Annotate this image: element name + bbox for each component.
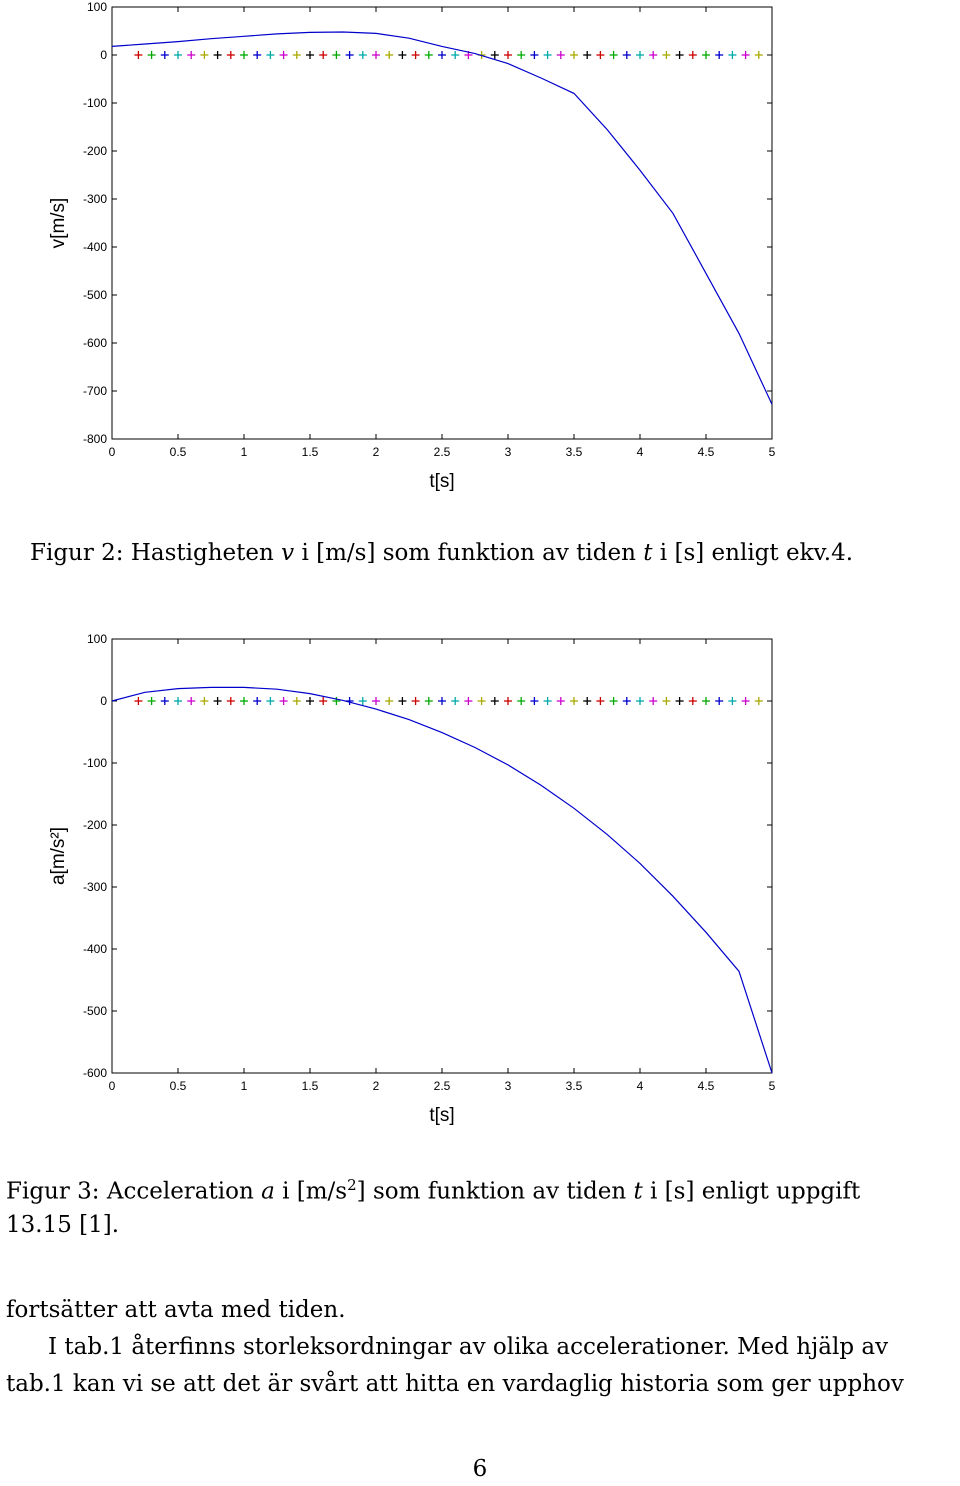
plus-marker [187, 51, 195, 59]
plus-marker [280, 51, 288, 59]
page-number: 6 [472, 1456, 488, 1482]
plus-marker [372, 697, 380, 705]
y-tick-label: -200 [82, 144, 107, 158]
plus-marker [148, 697, 156, 705]
plus-marker [702, 51, 710, 59]
x-axis-label: t[s] [429, 471, 455, 492]
plus-marker [689, 51, 697, 59]
plus-marker [266, 697, 274, 705]
x-tick-label: 1.5 [301, 445, 319, 459]
x-tick-label: 4.5 [697, 445, 715, 459]
plus-marker [425, 697, 433, 705]
plus-marker [174, 697, 182, 705]
plus-marker [623, 697, 631, 705]
plus-marker [425, 51, 433, 59]
y-tick-label: -800 [82, 432, 107, 446]
y-tick-label: -700 [82, 384, 107, 398]
y-tick-label: -100 [82, 96, 107, 110]
plus-marker [398, 51, 406, 59]
plus-marker [372, 51, 380, 59]
plus-marker [200, 697, 208, 705]
plus-marker [346, 51, 354, 59]
plus-marker [319, 51, 327, 59]
x-tick-label: 4.5 [697, 1079, 715, 1093]
plus-marker [557, 51, 565, 59]
plus-marker [214, 697, 222, 705]
y-axis-label: a[m/s²] [48, 826, 69, 886]
paragraph-line-1: fortsätter att avta med tiden. [6, 1297, 346, 1323]
plus-marker [715, 51, 723, 59]
x-tick-label: 4 [636, 445, 644, 459]
plus-marker [530, 697, 538, 705]
plus-marker [412, 697, 420, 705]
y-tick-label: 0 [100, 48, 107, 62]
plus-marker [623, 51, 631, 59]
plus-marker [517, 697, 525, 705]
velocity-plot [0, 0, 960, 500]
x-tick-label: 2 [372, 445, 380, 459]
plus-marker [544, 51, 552, 59]
y-tick-label: -300 [82, 880, 107, 894]
plus-marker [412, 51, 420, 59]
y-tick-label: -600 [82, 336, 107, 350]
plot-frame [112, 7, 772, 439]
plus-marker [610, 51, 618, 59]
plus-marker [583, 697, 591, 705]
acceleration-plot [0, 620, 960, 1130]
x-tick-label: 3.5 [565, 445, 583, 459]
plus-marker [636, 697, 644, 705]
plus-marker [728, 51, 736, 59]
plus-marker [385, 697, 393, 705]
plus-marker [676, 697, 684, 705]
x-tick-label: 0.5 [169, 1079, 187, 1093]
plus-marker [491, 697, 499, 705]
x-tick-label: 3 [504, 1079, 512, 1093]
plus-marker [161, 51, 169, 59]
x-tick-label: 4 [636, 1079, 644, 1093]
plus-marker [649, 51, 657, 59]
plus-marker [359, 51, 367, 59]
x-tick-label: 3 [504, 445, 512, 459]
plus-marker [755, 697, 763, 705]
y-tick-label: -400 [82, 240, 107, 254]
plus-marker [214, 51, 222, 59]
y-tick-label: -500 [82, 1004, 107, 1018]
plus-marker [359, 697, 367, 705]
plus-marker [200, 51, 208, 59]
x-tick-label: 5 [768, 1079, 776, 1093]
plus-marker [319, 697, 327, 705]
x-tick-label: 3.5 [565, 1079, 583, 1093]
plus-marker [530, 51, 538, 59]
plus-marker [636, 51, 644, 59]
plus-marker [240, 51, 248, 59]
x-tick-label: 2.5 [433, 445, 451, 459]
plus-marker [557, 697, 565, 705]
plus-marker [702, 697, 710, 705]
plus-marker [134, 51, 142, 59]
y-axis-label: v[m/s] [48, 197, 69, 249]
x-tick-label: 0 [108, 1079, 116, 1093]
y-tick-label: -600 [82, 1066, 107, 1080]
plus-marker [504, 51, 512, 59]
plus-marker [253, 697, 261, 705]
x-axis-label: t[s] [429, 1105, 455, 1126]
y-tick-label: -400 [82, 942, 107, 956]
x-tick-label: 5 [768, 445, 776, 459]
plus-marker [517, 51, 525, 59]
x-tick-label: 1 [240, 1079, 248, 1093]
plus-marker [649, 697, 657, 705]
plus-marker [570, 51, 578, 59]
y-tick-label: 0 [100, 694, 107, 708]
plus-marker [451, 51, 459, 59]
plus-marker [504, 697, 512, 705]
plus-marker [689, 697, 697, 705]
plus-marker [742, 697, 750, 705]
series-line [112, 687, 772, 1073]
x-tick-label: 0 [108, 445, 116, 459]
plus-marker [742, 51, 750, 59]
plus-marker [570, 697, 578, 705]
plus-marker [280, 697, 288, 705]
plus-marker [438, 697, 446, 705]
plus-marker [596, 697, 604, 705]
plus-marker [385, 51, 393, 59]
plus-marker [161, 697, 169, 705]
x-tick-label: 1 [240, 445, 248, 459]
plus-marker [491, 51, 499, 59]
plus-marker [728, 697, 736, 705]
y-tick-label: 100 [86, 0, 107, 14]
x-tick-label: 1.5 [301, 1079, 319, 1093]
plus-marker [596, 51, 604, 59]
x-tick-label: 2.5 [433, 1079, 451, 1093]
plus-marker [662, 51, 670, 59]
paragraph-line-2: I tab.1 återfinns storleksordningar av olika accelerationer. Med hjälp av [48, 1334, 889, 1360]
plus-marker [451, 697, 459, 705]
plus-marker [227, 697, 235, 705]
plus-marker [610, 697, 618, 705]
plus-marker [134, 697, 142, 705]
plus-marker [148, 51, 156, 59]
y-tick-label: -100 [82, 756, 107, 770]
y-tick-label: -300 [82, 192, 107, 206]
y-tick-label: -200 [82, 818, 107, 832]
plus-marker [676, 51, 684, 59]
x-tick-label: 2 [372, 1079, 380, 1093]
plus-marker [715, 697, 723, 705]
figure-3-caption: Figur 3: Acceleration a i $[m/s^2]$ som funktion av tiden t i [s] enligt uppgift [6, 1176, 861, 1205]
plus-marker [266, 51, 274, 59]
plus-marker [755, 51, 763, 59]
paragraph-line-3: tab.1 kan vi se att det är svårt att hitta en vardaglig historia som ger upphov [6, 1371, 904, 1397]
plus-marker [240, 697, 248, 705]
plus-marker [227, 51, 235, 59]
figure-3-caption-line2: 13.15 [1]. [6, 1212, 120, 1238]
plus-marker [464, 697, 472, 705]
plus-marker [438, 51, 446, 59]
plus-marker [583, 51, 591, 59]
plus-marker [293, 697, 301, 705]
plus-marker [306, 697, 314, 705]
plus-marker [332, 51, 340, 59]
plus-marker [398, 697, 406, 705]
figure-2-caption: Figur 2: Hastigheten v i [m/s] som funktion av tiden t i [s] enligt ekv.4. [30, 540, 854, 566]
plus-marker [293, 51, 301, 59]
x-tick-label: 0.5 [169, 445, 187, 459]
series-line [112, 32, 772, 404]
plus-marker [544, 697, 552, 705]
plus-marker [253, 51, 261, 59]
plus-marker [662, 697, 670, 705]
y-tick-label: 100 [86, 632, 107, 646]
plus-marker [306, 51, 314, 59]
plus-marker [187, 697, 195, 705]
y-tick-label: -500 [82, 288, 107, 302]
plus-marker [174, 51, 182, 59]
plus-marker [478, 697, 486, 705]
